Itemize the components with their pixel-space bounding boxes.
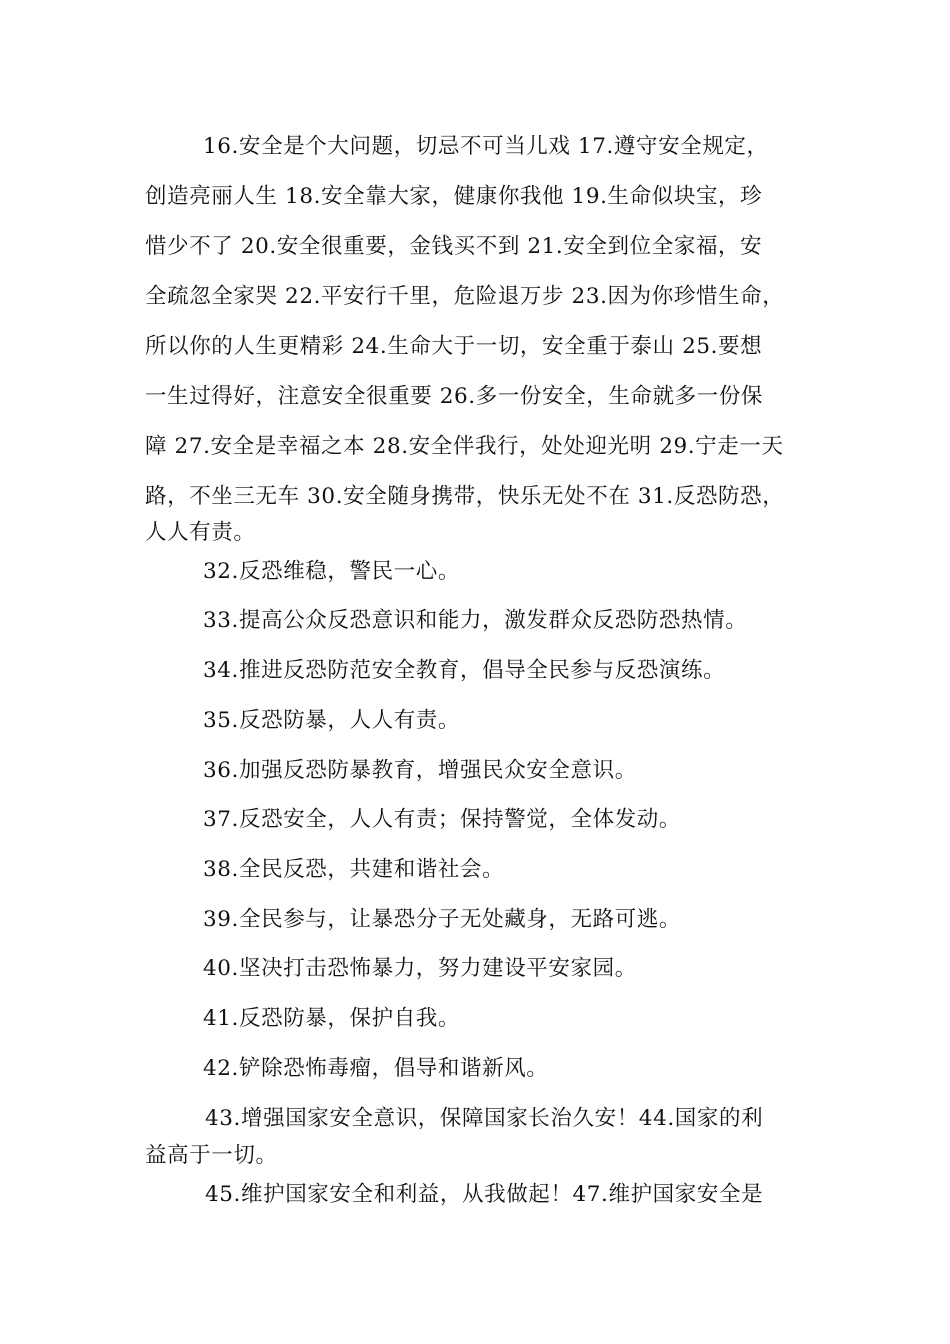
paragraph-line: 人人有责。 — [145, 520, 256, 545]
paragraph-line: 障 27.安全是幸福之本 28.安全伴我行，处处迎光明 29.宁走一天 — [145, 434, 784, 459]
list-item: 42.铲除恐怖毒瘤，倡导和谐新风。 — [203, 1056, 549, 1081]
paragraph-line: 惜少不了 20.安全很重要，金钱买不到 21.安全到位全家福，安 — [145, 234, 763, 259]
paragraph-line: 43.增强国家安全意识，保障国家长治久安！44.国家的利 — [205, 1106, 764, 1131]
paragraph-line: 创造亮丽人生 18.安全靠大家，健康你我他 19.生命似块宝，珍 — [145, 184, 763, 209]
paragraph-line: 一生过得好，注意安全很重要 26.多一份安全，生命就多一份保 — [145, 384, 764, 409]
paragraph-line: 所以你的人生更精彩 24.生命大于一切，安全重于泰山 25.要想 — [145, 334, 763, 359]
list-item: 34.推进反恐防范安全教育，倡导全民参与反恐演练。 — [203, 658, 726, 683]
paragraph-line: 路，不坐三无车 30.安全随身携带，快乐无处不在 31.反恐防恐， — [145, 484, 785, 509]
paragraph-line: 45.维护国家安全和利益，从我做起！47.维护国家安全是 — [205, 1182, 764, 1207]
list-item: 41.反恐防暴，保护自我。 — [203, 1006, 460, 1031]
list-item: 32.反恐维稳，警民一心。 — [203, 559, 460, 584]
list-item: 36.加强反恐防暴教育，增强民众安全意识。 — [203, 758, 637, 783]
paragraph-line: 全疏忽全家哭 22.平安行千里，危险退万步 23.因为你珍惜生命， — [145, 284, 785, 309]
list-item: 33.提高公众反恐意识和能力，激发群众反恐防恐热情。 — [203, 608, 748, 633]
list-item: 40.坚决打击恐怖暴力，努力建设平安家园。 — [203, 956, 637, 981]
paragraph-line: 16.安全是个大问题，切忌不可当儿戏 17.遵守安全规定， — [203, 134, 769, 159]
list-item: 39.全民参与，让暴恐分子无处藏身，无路可逃。 — [203, 907, 681, 932]
list-item: 35.反恐防暴，人人有责。 — [203, 708, 460, 733]
list-item: 38.全民反恐，共建和谐社会。 — [203, 857, 505, 882]
paragraph-line: 益高于一切。 — [145, 1143, 278, 1168]
list-item: 37.反恐安全，人人有责；保持警觉，全体发动。 — [203, 807, 681, 832]
